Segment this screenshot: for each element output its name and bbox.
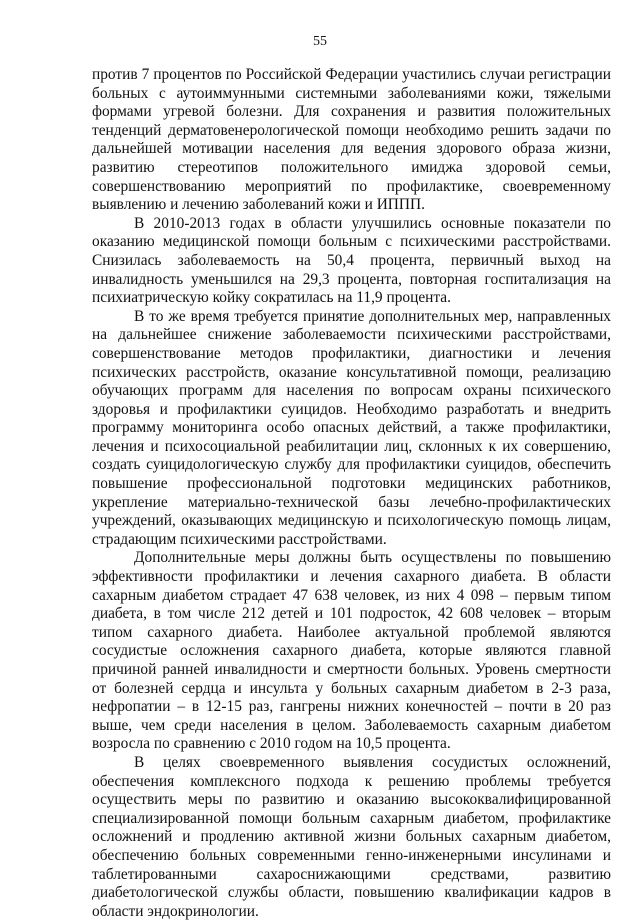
body-text: [92, 66, 611, 921]
paragraph-mental-health-measures: В то же время требуется принятие дополнительных мер, направленных на дальнейшее снижение заболеваемости психическими расстройствами, совершенствование методов профилактики, диагностики и лечения психических расстройств, оказание консультативной помощи, реализацию обучающих программ для населения по вопросам охраны психического здоровья и профилактики суицидов. Необходимо разработать и внедрить программу мониторинга особо опасных действий, а также профилактики, лечения и психосоциальной реабилитации лиц, склонных к их совершению, создать суицидологическую службу для профилактики суицидов, обеспечить повышение профессиональной подготовки медицинских работников, укрепление материально-технической базы лечебно-профилактических учреждений, оказывающих медицинскую и психологическую помощь лицам, страдающим психическими расстройствами.: [92, 307, 611, 548]
paragraph-diabetes-measures: В целях своевременного выявления сосудистых осложнений, обеспечения комплексного подхода к решению проблемы требуется осуществить меры по развитию и оказанию высококвалифицированной специализированной помощи больным сахарным диабетом, профилактике осложнений и продлению активной жизни больных сахарным диабетом, обеспечению больных современными генно-инженерными инсулинами и таблетированными сахароснижающими средствами, развитию диабетологической службы области, повышению квалификации кадров в области эндокринологии.: [92, 753, 611, 920]
paragraph-dermatology: против 7 процентов по Российской Федерации участились случаи регистрации больных с аутоиммунными системными заболеваниями кожи, тяжелыми формами угревой болезни. Для сохранения и развития положительных тенденций дерматовенерологической помощи необходимо решить задачи по дальнейшей мотивации населения для ведения здорового образа жизни, развитию стереотипов положительного имиджа здоровой семьи, совершенствованию мероприятий по профилактике, своевременному выявлению и лечению заболеваний кожи и ИППП.: [92, 66, 611, 214]
page-number: 55: [313, 34, 327, 49]
paragraph-mental-health-indicators: В 2010-2013 годах в области улучшились основные показатели по оказанию медицинской помощи больным с психическими расстройствами. Снизилась заболеваемость на 50,4 процента, первичный выход на инвалидность уменьшился на 29,3 процента, повторная госпитализация на психиатрическую койку сократилась на 11,9 процента.: [92, 214, 611, 307]
paragraph-diabetes-statistics: Дополнительные меры должны быть осуществлены по повышению эффективности профилактики и лечения сахарного диабета. В области сахарным диабетом страдает 47 638 человек, из них 4 098 – первым типом диабета, в том числе 212 детей и 101 подросток, 42 608 человек – вторым типом сахарного диабета. Наиболее актуальной проблемой являются сосудистые осложнения сахарного диабета, которые являются главной причиной ранней инвалидности и смертности больных. Уровень смертности от болезней сердца и инсульта у больных сахарным диабетом в 2-3 раза, нефропатии – в 12-15 раз, гангрены нижних конечностей – почти в 20 раз выше, чем среди населения в целом. Заболеваемость сахарным диабетом возросла по сравнению с 2010 годом на 10,5 процента.: [92, 549, 611, 753]
